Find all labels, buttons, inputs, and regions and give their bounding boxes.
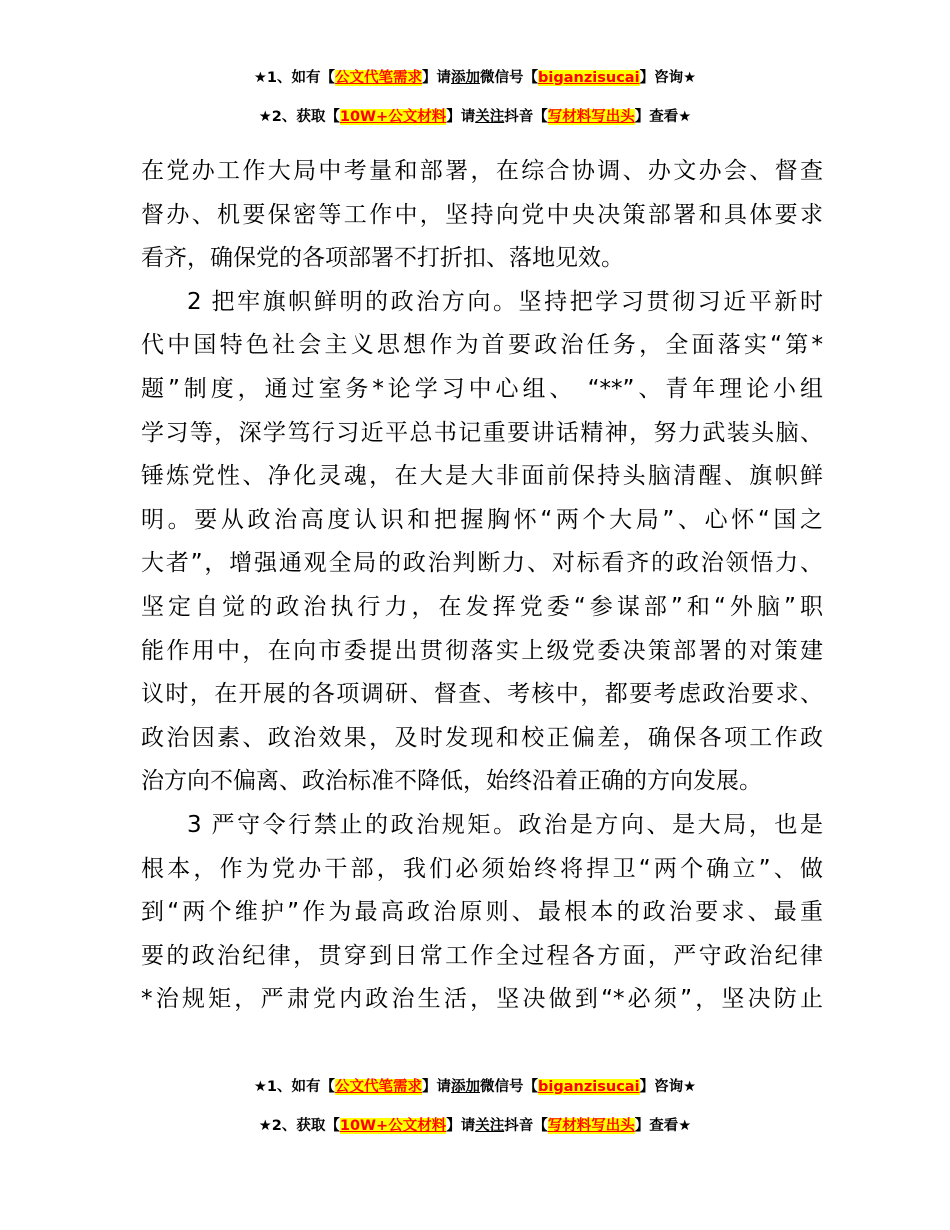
banner-highlight: 公文代笔需求 bbox=[335, 70, 423, 86]
banner-underlined-text: 添加 bbox=[451, 1079, 481, 1095]
text-line: 看齐，确保党的各项部署不打折扣、落地见效。 bbox=[141, 245, 624, 272]
banner-text: 】咨询★ bbox=[639, 1079, 697, 1095]
banner-text: ★1、如有【 bbox=[253, 1079, 336, 1095]
paragraph-3 bbox=[141, 804, 823, 1022]
banner-text: 】请 bbox=[446, 109, 476, 125]
banner-underlined-text: 关注 bbox=[475, 109, 505, 125]
banner-highlight: 10W+公文材料 bbox=[339, 109, 447, 125]
text-line: 锤炼党性、净化灵魂，在大是大非面前保持头脑清醒、旗帜鲜 bbox=[141, 463, 823, 490]
text-line: 明。要从政治高度认识和把握胸怀“两个大局”、心怀“国之 bbox=[141, 506, 823, 533]
banner-highlight-douyin: 写材料写出头 bbox=[547, 109, 635, 125]
banner-text: 微信号【 bbox=[480, 1079, 539, 1095]
text-line: 政治因素、政治效果，及时发现和校正偏差，确保各项工作政 bbox=[141, 724, 823, 751]
header-banner-line-1 bbox=[0, 68, 950, 88]
banner-highlight: 10W+公文材料 bbox=[339, 1118, 447, 1134]
banner-underlined-text: 添加 bbox=[451, 70, 481, 86]
banner-text: ★2、获取【 bbox=[258, 1118, 340, 1134]
paragraph-2 bbox=[141, 281, 823, 804]
text-line: 要的政治纪律，贯穿到日常工作全过程各方面，严守政治纪律 bbox=[141, 942, 823, 969]
header-banner-line-2 bbox=[0, 107, 950, 127]
text-line: 3 严守令行禁止的政治规矩。政治是方向、是大局，也是 bbox=[187, 811, 823, 838]
text-line: 坚定自觉的政治执行力，在发挥党委“参谋部”和“外脑”职 bbox=[141, 593, 823, 620]
text-line: 能作用中，在向市委提出贯彻落实上级党委决策部署的对策建 bbox=[141, 637, 823, 664]
footer-banner-line-1 bbox=[0, 1077, 950, 1097]
banner-text: 抖音【 bbox=[504, 1118, 548, 1134]
text-line: 督办、机要保密等工作中，坚持向党中央决策部署和具体要求 bbox=[141, 201, 823, 228]
banner-highlight-wechat-id: biganzisucai bbox=[538, 1079, 640, 1095]
document-body bbox=[141, 150, 823, 1022]
text-line: *治规矩，严肃党内政治生活，坚决做到“*必须”，坚决防止 bbox=[141, 986, 823, 1013]
text-line: 大者”，增强通观全局的政治判断力、对标看齐的政治领悟力、 bbox=[141, 550, 823, 577]
text-line: 在党办工作大局中考量和部署，在综合协调、办文办会、督查 bbox=[141, 158, 823, 184]
text-line: 2 把牢旗帜鲜明的政治方向。坚持把学习贯彻习近平新时 bbox=[187, 288, 823, 315]
banner-text: ★1、如有【 bbox=[253, 70, 336, 86]
banner-highlight: 公文代笔需求 bbox=[335, 1079, 423, 1095]
text-line: 代中国特色社会主义思想作为首要政治任务，全面落实“第* bbox=[141, 332, 823, 359]
banner-highlight-douyin: 写材料写出头 bbox=[547, 1118, 635, 1134]
text-line: 学习等，深学笃行习近平总书记重要讲话精神，努力武装头脑、 bbox=[141, 419, 823, 446]
banner-highlight-wechat-id: biganzisucai bbox=[538, 70, 640, 86]
text-line: 议时，在开展的各项调研、督查、考核中，都要考虑政治要求、 bbox=[141, 681, 823, 708]
text-line: 根本，作为党办干部，我们必须始终将捍卫“两个确立”、做 bbox=[141, 855, 823, 882]
banner-underlined-text: 关注 bbox=[475, 1118, 505, 1134]
banner-text: 】咨询★ bbox=[639, 70, 697, 86]
banner-text: 】请 bbox=[446, 1118, 476, 1134]
banner-text: 】请 bbox=[422, 1079, 452, 1095]
banner-text: 】查看★ bbox=[634, 109, 692, 125]
text-line: 题”制度，通过室务*论学习中心组、 “**”、青年理论小组 bbox=[141, 375, 823, 402]
text-line: 治方向不偏离、政治标准不降低，始终沿着正确的方向发展。 bbox=[141, 768, 762, 795]
footer-banner-line-2 bbox=[0, 1116, 950, 1136]
paragraph-1 bbox=[141, 150, 823, 281]
banner-text: 】查看★ bbox=[634, 1118, 692, 1134]
banner-text: 微信号【 bbox=[480, 70, 539, 86]
banner-text: ★2、获取【 bbox=[258, 109, 340, 125]
text-line: 到“两个维护”作为最高政治原则、最根本的政治要求、最重 bbox=[141, 899, 823, 926]
banner-text: 抖音【 bbox=[504, 109, 548, 125]
banner-text: 】请 bbox=[422, 70, 452, 86]
